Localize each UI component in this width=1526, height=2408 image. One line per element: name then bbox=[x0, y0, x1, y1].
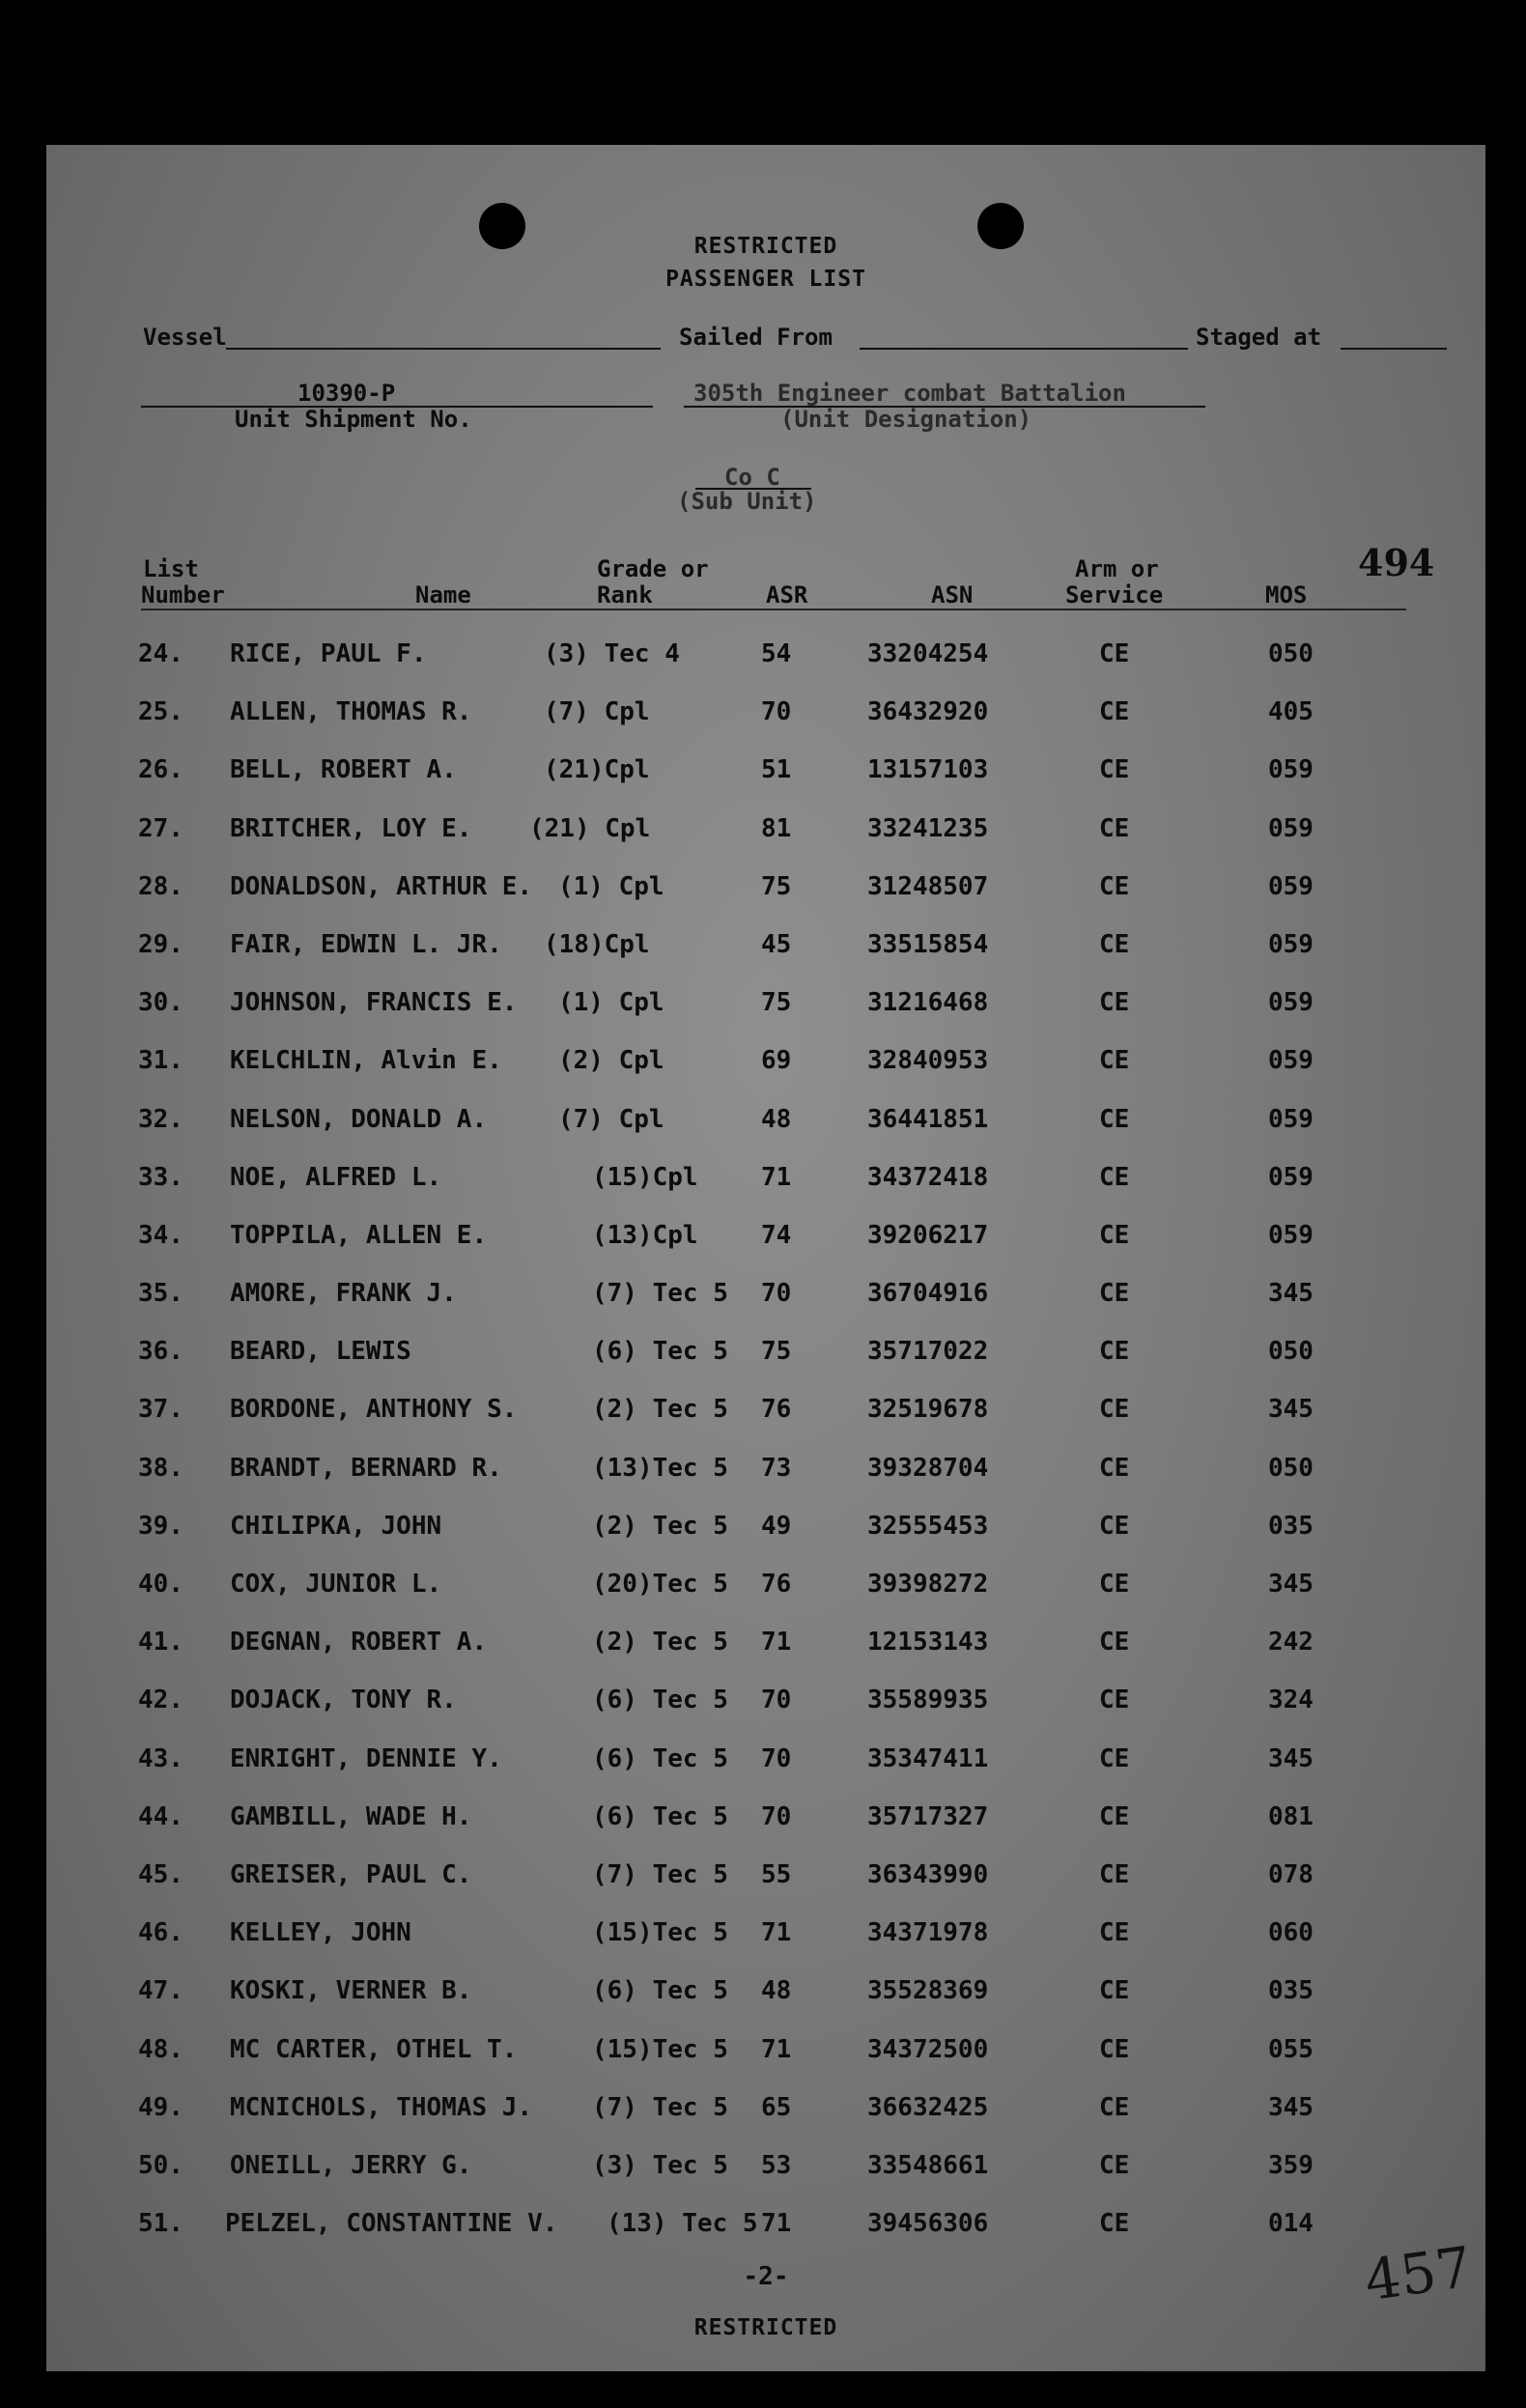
grade: (13) Tec 5 bbox=[607, 2209, 758, 2239]
mos: 035 bbox=[1268, 1511, 1314, 1541]
classification-bottom: RESTRICTED bbox=[693, 2315, 838, 2340]
arm-service: CE bbox=[1099, 871, 1130, 901]
document-page bbox=[46, 145, 1485, 2371]
asr: 75 bbox=[761, 1337, 792, 1367]
grade: (21) Cpl bbox=[529, 813, 651, 843]
document-title: PASSENGER LIST bbox=[665, 267, 866, 292]
asn: 32840953 bbox=[867, 1046, 989, 1076]
asn: 12153143 bbox=[867, 1628, 989, 1657]
list-number: 38. bbox=[138, 1453, 184, 1483]
col-header-grade-1: Grade or bbox=[597, 555, 709, 582]
asn: 36704916 bbox=[867, 1279, 989, 1309]
list-number: 27. bbox=[138, 813, 184, 843]
table-row bbox=[46, 1500, 1485, 1558]
arm-service: CE bbox=[1099, 1162, 1130, 1192]
table-row bbox=[46, 2024, 1485, 2082]
asr: 70 bbox=[761, 1686, 792, 1715]
asr: 75 bbox=[761, 988, 792, 1018]
asr: 48 bbox=[761, 1976, 792, 2006]
table-row bbox=[46, 1325, 1485, 1383]
table-row bbox=[46, 686, 1485, 744]
grade: (15)Tec 5 bbox=[592, 1918, 728, 1948]
list-number: 48. bbox=[138, 2034, 184, 2064]
passenger-name: FAIR, EDWIN L. JR. bbox=[230, 929, 502, 959]
grade: (6) Tec 5 bbox=[592, 1686, 728, 1715]
grade: (2) Tec 5 bbox=[592, 1628, 728, 1657]
list-number: 26. bbox=[138, 755, 184, 785]
mos: 345 bbox=[1268, 1570, 1314, 1599]
passenger-name: DONALDSON, ARTHUR E. bbox=[230, 871, 533, 901]
table-row bbox=[46, 2139, 1485, 2197]
col-header-arm-1: Arm or bbox=[1075, 555, 1159, 582]
mos: 345 bbox=[1268, 1743, 1314, 1773]
grade: (18)Cpl bbox=[544, 929, 650, 959]
asn: 39398272 bbox=[867, 1570, 989, 1599]
mos: 059 bbox=[1268, 1046, 1314, 1076]
table-row bbox=[46, 977, 1485, 1034]
asn: 34372418 bbox=[867, 1162, 989, 1192]
list-number: 45. bbox=[138, 1859, 184, 1889]
passenger-name: KOSKI, VERNER B. bbox=[230, 1976, 472, 2006]
col-header-mos: MOS bbox=[1265, 581, 1308, 609]
asn: 32555453 bbox=[867, 1511, 989, 1541]
list-number: 32. bbox=[138, 1104, 184, 1134]
arm-service: CE bbox=[1099, 1976, 1130, 2006]
list-number: 41. bbox=[138, 1628, 184, 1657]
asn: 32519678 bbox=[867, 1395, 989, 1425]
grade: (7) Tec 5 bbox=[592, 1279, 728, 1309]
arm-service: CE bbox=[1099, 2150, 1130, 2180]
arm-service: CE bbox=[1099, 697, 1130, 727]
mos: 059 bbox=[1268, 755, 1314, 785]
arm-service: CE bbox=[1099, 1743, 1130, 1773]
arm-service: CE bbox=[1099, 1279, 1130, 1309]
asn: 36432920 bbox=[867, 697, 989, 727]
col-header-name: Name bbox=[415, 581, 471, 609]
table-row bbox=[46, 1034, 1485, 1092]
passenger-name: MCNICHOLS, THOMAS J. bbox=[230, 2092, 533, 2122]
table-row bbox=[46, 744, 1485, 802]
col-header-grade-2: Rank bbox=[597, 581, 653, 609]
mos: 078 bbox=[1268, 1859, 1314, 1889]
list-number: 42. bbox=[138, 1686, 184, 1715]
passenger-name: BRANDT, BERNARD R. bbox=[230, 1453, 502, 1483]
list-number: 49. bbox=[138, 2092, 184, 2122]
list-number: 37. bbox=[138, 1395, 184, 1425]
table-row bbox=[46, 628, 1485, 686]
col-header-arm-2: Service bbox=[1065, 581, 1164, 609]
grade: (1) Cpl bbox=[558, 988, 664, 1018]
handwritten-margin-number: 457 bbox=[1360, 2233, 1476, 2314]
arm-service: CE bbox=[1099, 639, 1130, 668]
mos: 059 bbox=[1268, 929, 1314, 959]
asr: 69 bbox=[761, 1046, 792, 1076]
arm-service: CE bbox=[1099, 1918, 1130, 1948]
table-row bbox=[46, 1907, 1485, 1965]
asn: 35717022 bbox=[867, 1337, 989, 1367]
asr: 73 bbox=[761, 1453, 792, 1483]
col-header-list: List bbox=[143, 555, 199, 582]
shipment-caption: Unit Shipment No. bbox=[235, 406, 472, 433]
mos: 359 bbox=[1268, 2150, 1314, 2180]
asn: 31248507 bbox=[867, 871, 989, 901]
grade: (15)Tec 5 bbox=[592, 2034, 728, 2064]
passenger-name: COX, JUNIOR L. bbox=[230, 1570, 442, 1599]
asr: 51 bbox=[761, 755, 792, 785]
passenger-rows bbox=[46, 628, 1485, 2255]
grade: (13)Tec 5 bbox=[592, 1453, 728, 1483]
mos: 242 bbox=[1268, 1628, 1314, 1657]
arm-service: CE bbox=[1099, 1220, 1130, 1250]
passenger-name: KELLEY, JOHN bbox=[230, 1918, 411, 1948]
arm-service: CE bbox=[1099, 755, 1130, 785]
grade: (20)Tec 5 bbox=[592, 1570, 728, 1599]
passenger-name: DEGNAN, ROBERT A. bbox=[230, 1628, 488, 1657]
asr: 76 bbox=[761, 1570, 792, 1599]
passenger-name: GREISER, PAUL C. bbox=[230, 1859, 472, 1889]
mos: 059 bbox=[1268, 1104, 1314, 1134]
asn: 39328704 bbox=[867, 1453, 989, 1483]
list-number: 47. bbox=[138, 1976, 184, 2006]
asr: 71 bbox=[761, 1918, 792, 1948]
table-row bbox=[46, 1151, 1485, 1209]
passenger-name: BEARD, LEWIS bbox=[230, 1337, 411, 1367]
asn: 39456306 bbox=[867, 2209, 989, 2239]
passenger-name: RICE, PAUL F. bbox=[230, 639, 427, 668]
passenger-name: NELSON, DONALD A. bbox=[230, 1104, 488, 1134]
list-number: 50. bbox=[138, 2150, 184, 2180]
grade: (6) Tec 5 bbox=[592, 1976, 728, 2006]
asn: 35347411 bbox=[867, 1743, 989, 1773]
list-number: 34. bbox=[138, 1220, 184, 1250]
grade: (2) Tec 5 bbox=[592, 1511, 728, 1541]
passenger-name: DOJACK, TONY R. bbox=[230, 1686, 457, 1715]
grade: (13)Cpl bbox=[592, 1220, 698, 1250]
asr: 49 bbox=[761, 1511, 792, 1541]
list-number: 44. bbox=[138, 1801, 184, 1831]
asr: 81 bbox=[761, 813, 792, 843]
asn: 33241235 bbox=[867, 813, 989, 843]
asr: 71 bbox=[761, 1628, 792, 1657]
grade: (15)Cpl bbox=[592, 1162, 698, 1192]
mos: 059 bbox=[1268, 813, 1314, 843]
col-header-asn: ASN bbox=[931, 581, 974, 609]
arm-service: CE bbox=[1099, 2092, 1130, 2122]
mos: 050 bbox=[1268, 1453, 1314, 1483]
passenger-name: MC CARTER, OTHEL T. bbox=[230, 2034, 518, 2064]
mos: 050 bbox=[1268, 1337, 1314, 1367]
passenger-name: ONEILL, JERRY G. bbox=[230, 2150, 472, 2180]
passenger-name: TOPPILA, ALLEN E. bbox=[230, 1220, 488, 1250]
staged-at-label: Staged at bbox=[1196, 324, 1322, 351]
arm-service: CE bbox=[1099, 1859, 1130, 1889]
table-row bbox=[46, 1965, 1485, 2023]
mos: 345 bbox=[1268, 1395, 1314, 1425]
list-number: 33. bbox=[138, 1162, 184, 1192]
grade: (3) Tec 5 bbox=[592, 2150, 728, 2180]
mos: 081 bbox=[1268, 1801, 1314, 1831]
shipment-number: 10390-P bbox=[297, 380, 396, 407]
arm-service: CE bbox=[1099, 1337, 1130, 1367]
sailed-from-blank bbox=[860, 348, 1188, 350]
list-number: 36. bbox=[138, 1337, 184, 1367]
asr: 55 bbox=[761, 1859, 792, 1889]
asr: 76 bbox=[761, 1395, 792, 1425]
mos: 345 bbox=[1268, 2092, 1314, 2122]
mos: 405 bbox=[1268, 697, 1314, 727]
asr: 71 bbox=[761, 2034, 792, 2064]
unit-designation: 305th Engineer combat Battalion bbox=[693, 380, 1126, 407]
mos: 345 bbox=[1268, 1279, 1314, 1309]
table-row bbox=[46, 1267, 1485, 1325]
asn: 31216468 bbox=[867, 988, 989, 1018]
asn: 35528369 bbox=[867, 1976, 989, 2006]
arm-service: CE bbox=[1099, 1395, 1130, 1425]
list-number: 35. bbox=[138, 1279, 184, 1309]
vessel-blank bbox=[226, 348, 661, 350]
asr: 71 bbox=[761, 1162, 792, 1192]
table-row bbox=[46, 1558, 1485, 1616]
mos: 059 bbox=[1268, 1162, 1314, 1192]
asr: 70 bbox=[761, 1743, 792, 1773]
grade: (7) Cpl bbox=[544, 697, 650, 727]
passenger-name: BRITCHER, LOY E. bbox=[230, 813, 472, 843]
mos: 035 bbox=[1268, 1976, 1314, 2006]
asn: 36441851 bbox=[867, 1104, 989, 1134]
asr: 54 bbox=[761, 639, 792, 668]
table-row bbox=[46, 1093, 1485, 1151]
list-number: 46. bbox=[138, 1918, 184, 1948]
table-row bbox=[46, 1616, 1485, 1674]
passenger-name: PELZEL, CONSTANTINE V. bbox=[225, 2209, 558, 2239]
mos: 060 bbox=[1268, 1918, 1314, 1948]
arm-service: CE bbox=[1099, 813, 1130, 843]
grade: (7) Tec 5 bbox=[592, 2092, 728, 2122]
list-number: 29. bbox=[138, 929, 184, 959]
passenger-name: NOE, ALFRED L. bbox=[230, 1162, 442, 1192]
passenger-name: ENRIGHT, DENNIE Y. bbox=[230, 1743, 502, 1773]
table-row bbox=[46, 1733, 1485, 1791]
asn: 33515854 bbox=[867, 929, 989, 959]
passenger-name: KELCHLIN, Alvin E. bbox=[230, 1046, 502, 1076]
table-row bbox=[46, 1209, 1485, 1267]
passenger-name: AMORE, FRANK J. bbox=[230, 1279, 457, 1309]
table-row bbox=[46, 1383, 1485, 1441]
mos: 050 bbox=[1268, 639, 1314, 668]
classification-top: RESTRICTED bbox=[693, 234, 838, 259]
asr: 65 bbox=[761, 2092, 792, 2122]
asn: 33204254 bbox=[867, 639, 989, 668]
arm-service: CE bbox=[1099, 1570, 1130, 1599]
col-header-asr: ASR bbox=[766, 581, 808, 609]
mos: 014 bbox=[1268, 2209, 1314, 2239]
mos: 055 bbox=[1268, 2034, 1314, 2064]
sailed-from-label: Sailed From bbox=[679, 324, 833, 351]
sub-unit: Co C bbox=[724, 464, 780, 491]
table-row bbox=[46, 919, 1485, 977]
passenger-name: CHILIPKA, JOHN bbox=[230, 1511, 442, 1541]
arm-service: CE bbox=[1099, 1628, 1130, 1657]
asn: 36632425 bbox=[867, 2092, 989, 2122]
vessel-label: Vessel bbox=[143, 324, 227, 351]
mos: 059 bbox=[1268, 988, 1314, 1018]
grade: (6) Tec 5 bbox=[592, 1337, 728, 1367]
grade: (6) Tec 5 bbox=[592, 1801, 728, 1831]
arm-service: CE bbox=[1099, 1511, 1130, 1541]
list-number: 28. bbox=[138, 871, 184, 901]
passenger-name: BELL, ROBERT A. bbox=[230, 755, 457, 785]
page-number: -2- bbox=[743, 2262, 789, 2291]
asr: 70 bbox=[761, 1279, 792, 1309]
table-row bbox=[46, 861, 1485, 919]
asr: 48 bbox=[761, 1104, 792, 1134]
page-stamp-number: 494 bbox=[1358, 541, 1435, 584]
asr: 71 bbox=[761, 2209, 792, 2239]
list-number: 31. bbox=[138, 1046, 184, 1076]
passenger-name: ALLEN, THOMAS R. bbox=[230, 697, 472, 727]
list-number: 30. bbox=[138, 988, 184, 1018]
grade: (21)Cpl bbox=[544, 755, 650, 785]
table-row bbox=[46, 2197, 1485, 2255]
asn: 36343990 bbox=[867, 1859, 989, 1889]
arm-service: CE bbox=[1099, 2209, 1130, 2239]
list-number: 25. bbox=[138, 697, 184, 727]
mos: 059 bbox=[1268, 871, 1314, 901]
table-row bbox=[46, 1791, 1485, 1849]
table-row bbox=[46, 1849, 1485, 1907]
passenger-name: GAMBILL, WADE H. bbox=[230, 1801, 472, 1831]
grade: (2) Tec 5 bbox=[592, 1395, 728, 1425]
asn: 35717327 bbox=[867, 1801, 989, 1831]
grade: (1) Cpl bbox=[558, 871, 664, 901]
arm-service: CE bbox=[1099, 1046, 1130, 1076]
passenger-name: JOHNSON, FRANCIS E. bbox=[230, 988, 518, 1018]
grade: (3) Tec 4 bbox=[544, 639, 680, 668]
asr: 45 bbox=[761, 929, 792, 959]
grade: (6) Tec 5 bbox=[592, 1743, 728, 1773]
staged-at-blank bbox=[1341, 348, 1447, 350]
arm-service: CE bbox=[1099, 1104, 1130, 1134]
mos: 324 bbox=[1268, 1686, 1314, 1715]
arm-service: CE bbox=[1099, 1686, 1130, 1715]
list-number: 43. bbox=[138, 1743, 184, 1773]
asn: 33548661 bbox=[867, 2150, 989, 2180]
list-number: 24. bbox=[138, 639, 184, 668]
col-header-number: Number bbox=[141, 581, 225, 609]
header-rule bbox=[141, 609, 1406, 610]
asn: 34372500 bbox=[867, 2034, 989, 2064]
arm-service: CE bbox=[1099, 1453, 1130, 1483]
asr: 75 bbox=[761, 871, 792, 901]
mos: 059 bbox=[1268, 1220, 1314, 1250]
asr: 70 bbox=[761, 1801, 792, 1831]
asn: 35589935 bbox=[867, 1686, 989, 1715]
list-number: 51. bbox=[138, 2209, 184, 2239]
asr: 53 bbox=[761, 2150, 792, 2180]
grade: (7) Cpl bbox=[558, 1104, 664, 1134]
sub-unit-caption: (Sub Unit) bbox=[677, 488, 817, 515]
unit-caption: (Unit Designation) bbox=[780, 406, 1032, 433]
asr: 70 bbox=[761, 697, 792, 727]
asn: 39206217 bbox=[867, 1220, 989, 1250]
grade: (7) Tec 5 bbox=[592, 1859, 728, 1889]
arm-service: CE bbox=[1099, 988, 1130, 1018]
arm-service: CE bbox=[1099, 1801, 1130, 1831]
arm-service: CE bbox=[1099, 2034, 1130, 2064]
asn: 13157103 bbox=[867, 755, 989, 785]
table-row bbox=[46, 803, 1485, 861]
list-number: 40. bbox=[138, 1570, 184, 1599]
passenger-name: BORDONE, ANTHONY S. bbox=[230, 1395, 518, 1425]
table-row bbox=[46, 2082, 1485, 2139]
asn: 34371978 bbox=[867, 1918, 989, 1948]
table-row bbox=[46, 1674, 1485, 1732]
table-row bbox=[46, 1442, 1485, 1500]
asr: 74 bbox=[761, 1220, 792, 1250]
arm-service: CE bbox=[1099, 929, 1130, 959]
grade: (2) Cpl bbox=[558, 1046, 664, 1076]
list-number: 39. bbox=[138, 1511, 184, 1541]
